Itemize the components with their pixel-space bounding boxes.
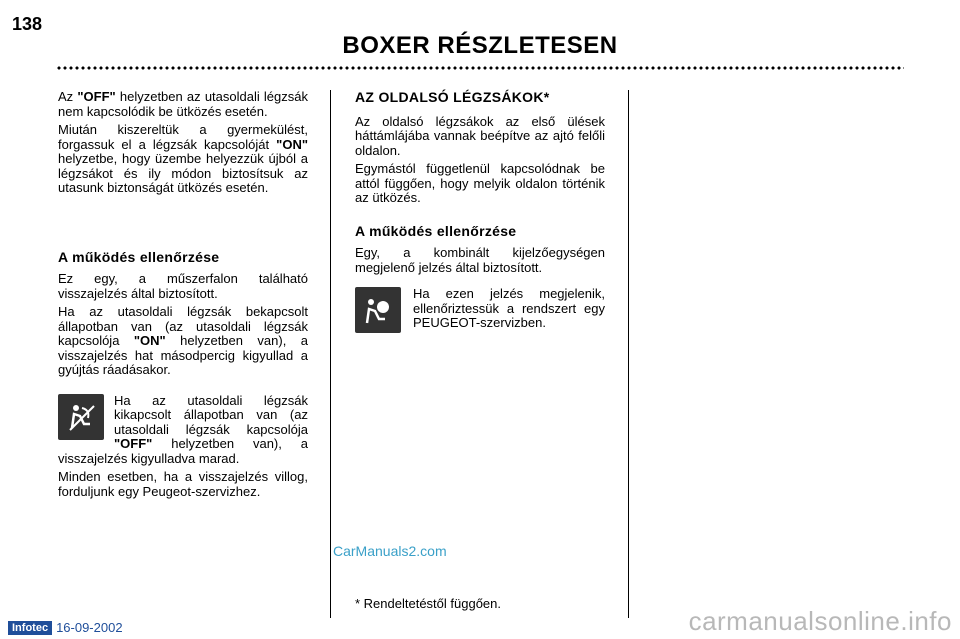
bold-text: "ON" bbox=[276, 136, 308, 152]
infotec-logo: Infotec bbox=[8, 621, 52, 635]
column-divider-left bbox=[330, 90, 331, 618]
bold-text: "ON" bbox=[133, 333, 166, 348]
right-paragraph-3: Egy, a kombinált kijelzőegységen megjelenő jelzés által biztosított. bbox=[355, 245, 605, 275]
text: Ha az utasoldali légzsák bekapcsolt állapotban van (az utasoldali légzsák kapcsolója bbox=[58, 304, 308, 348]
footnote: * Rendeltetéstől függően. bbox=[355, 596, 501, 611]
right-paragraph-2: Egymástól függetlenül kapcsolódnak be attól függően, hogy melyik oldalon történik az ütközés. bbox=[355, 161, 605, 205]
left-heading: A működés ellenőrzése bbox=[58, 248, 220, 265]
text: helyzetbe, hogy üzembe helyezzük újból a légzsákot és ily módon biztosítsuk az utasunk biztonságát ütközés esetén. bbox=[58, 151, 308, 195]
footer-brand bbox=[8, 620, 123, 635]
left-paragraph-2 bbox=[58, 123, 308, 196]
right-column bbox=[355, 90, 605, 337]
page-number: 138 bbox=[12, 14, 43, 34]
text: helyzetben van), a visszajelzés hat másodpercig kigyullad a gyújtás ráadásakor. bbox=[58, 333, 308, 377]
airbag-warning-icon bbox=[355, 287, 401, 333]
page-title: BOXER RÉSZLETESEN bbox=[342, 32, 618, 59]
text: Miután kiszereltük a gyermekülést, forgassuk el a légzsák kapcsolóját bbox=[58, 122, 308, 152]
left-paragraph-3: Ez egy, a műszerfalon található visszajelzés által biztosított. bbox=[58, 271, 308, 301]
left-paragraph-1 bbox=[58, 90, 308, 119]
dotted-divider bbox=[56, 66, 904, 70]
site-watermark: carmanualsonline.info bbox=[688, 606, 952, 636]
right-paragraph-1: Az oldalsó légzsákok az első ülések háttámlájába vannak beépítve az ajtó felőli oldalon. bbox=[355, 113, 605, 158]
text: helyzetben az utasoldali légzsák nem kapcsolódik be ütközés esetén. bbox=[58, 89, 308, 119]
left-column bbox=[58, 90, 308, 503]
right-heading-2: A működés ellenőrzése bbox=[355, 222, 517, 239]
watermark: CarManuals2.com bbox=[333, 543, 447, 559]
text: helyzetben van), a visszajelzés kigyulladva marad. bbox=[58, 436, 308, 466]
bold-text: "OFF" bbox=[77, 89, 116, 104]
text: Az bbox=[58, 89, 78, 104]
text: Ha az utasoldali légzsák kikapcsolt állapotban van (az utasoldali légzsák kapcsolója bbox=[114, 392, 308, 437]
bold-text: "OFF" bbox=[114, 436, 153, 451]
right-heading-1: AZ OLDALSÓ LÉGZSÁKOK* bbox=[355, 89, 550, 105]
column-divider-right bbox=[628, 90, 629, 618]
left-paragraph-6: Minden esetben, ha a visszajelzés villog, forduljunk egy Peugeot-szervizhez. bbox=[58, 469, 308, 499]
text: Ha ezen jelzés megjelenik, ellenőriztessük a rendszert egy PEUGEOT-szervizben. bbox=[413, 286, 605, 330]
spacer bbox=[58, 200, 308, 250]
footer-date: 16-09-2002 bbox=[56, 620, 123, 635]
airbag-off-icon bbox=[58, 394, 104, 440]
left-paragraph-4 bbox=[58, 305, 308, 378]
spacer bbox=[355, 210, 605, 224]
right-paragraph-4 bbox=[355, 287, 605, 333]
left-paragraph-5 bbox=[58, 394, 308, 467]
